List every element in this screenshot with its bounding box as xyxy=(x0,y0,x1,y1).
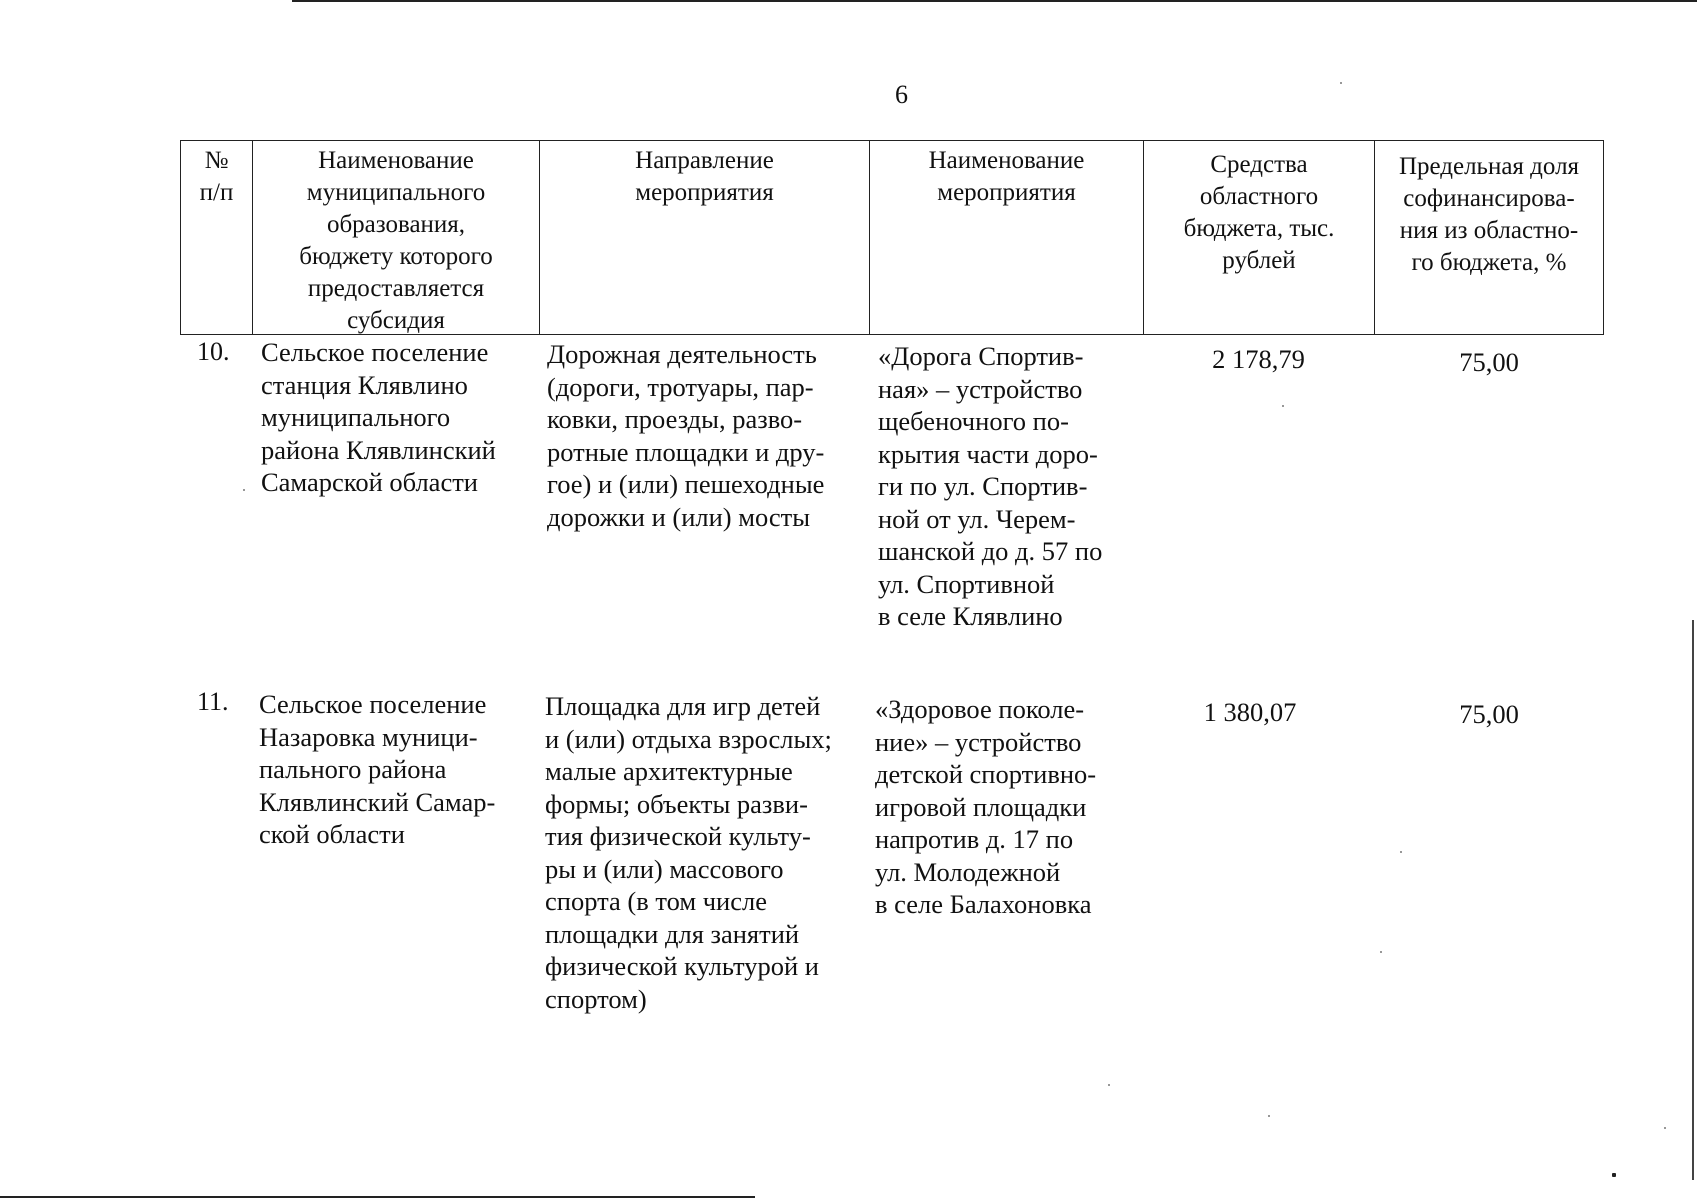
header-cell-event xyxy=(869,140,1143,335)
row-11-funds: 1 380,07 xyxy=(1203,697,1297,727)
scan-speck xyxy=(1612,1173,1616,1177)
row-11-municipality: Сельское поселение Назаровка муници- пального района Клявлинский Самар- ской области xyxy=(259,689,496,849)
row-10-funds: 2 178,79 xyxy=(1212,344,1305,374)
row-10-share: 75,00 xyxy=(1459,347,1519,377)
header-cell-direction xyxy=(539,140,869,335)
row-10-municipality: Сельское поселение станция Клявлино муниципального района Клявлинский Самарской области xyxy=(261,337,496,497)
scan-speck xyxy=(1108,1084,1110,1086)
header-cell-number xyxy=(180,140,252,335)
header-share-text: Предельная доля софинансирова- ния из областно- го бюджета, % xyxy=(1398,153,1580,276)
header-event-text: Наименование мероприятия xyxy=(928,147,1085,206)
scan-speck xyxy=(1400,851,1402,853)
scan-speck xyxy=(1268,1115,1270,1117)
scan-speck xyxy=(1664,1127,1666,1129)
header-cell-municipality xyxy=(252,140,539,335)
scan-top-rule xyxy=(292,0,1697,2)
scan-speck xyxy=(243,489,245,491)
header-funds-text: Средства областного бюджета, тыс. рублей xyxy=(1183,151,1335,274)
page-number: 6 xyxy=(895,80,908,109)
row-11-event: «Здоровое поколе- ние» – устройство детской спортивно- игровой площадки напротив д. 17 по ул. Молодежной в селе Балахоновка xyxy=(875,694,1097,919)
header-direction-text: Направление мероприятия xyxy=(635,147,774,206)
scan-speck xyxy=(1282,405,1284,407)
row-11-number: 11. xyxy=(197,687,229,716)
header-number-text: № п/п xyxy=(199,147,234,206)
scan-speck xyxy=(1340,82,1342,84)
scan-bottom-rule xyxy=(0,1196,755,1198)
row-11-share: 75,00 xyxy=(1459,699,1519,729)
header-cell-funds xyxy=(1143,140,1374,335)
row-10-event: «Дорога Спортив- ная» – устройство щебеночного по- крытия части доро- ги по ул. Спортив- ной от ул. Черем- шанской до д. 57 по ул. Спортивной в селе Клявлино xyxy=(878,341,1103,631)
row-10-number: 10. xyxy=(197,337,230,366)
row-11-direction: Площадка для игр детей и (или) отдыха взрослых; малые архитектурные формы; объекты разви- тия физической культу- ры и (или) массового спорта (в том числе площадки для занятий физической культурой и спортом) xyxy=(545,691,832,1014)
header-cell-share xyxy=(1374,140,1604,335)
scan-speck xyxy=(1380,951,1382,953)
scan-right-edge xyxy=(1692,620,1694,1180)
row-10-direction: Дорожная деятельность (дороги, тротуары, пар- ковки, проезды, разво- ротные площадки и дру- гое) и (или) пешеходные дорожки и (или) мосты xyxy=(547,339,825,532)
header-municipality-text: Наименование муниципального образования, бюджету которого предоставляется субсидия xyxy=(299,147,493,334)
